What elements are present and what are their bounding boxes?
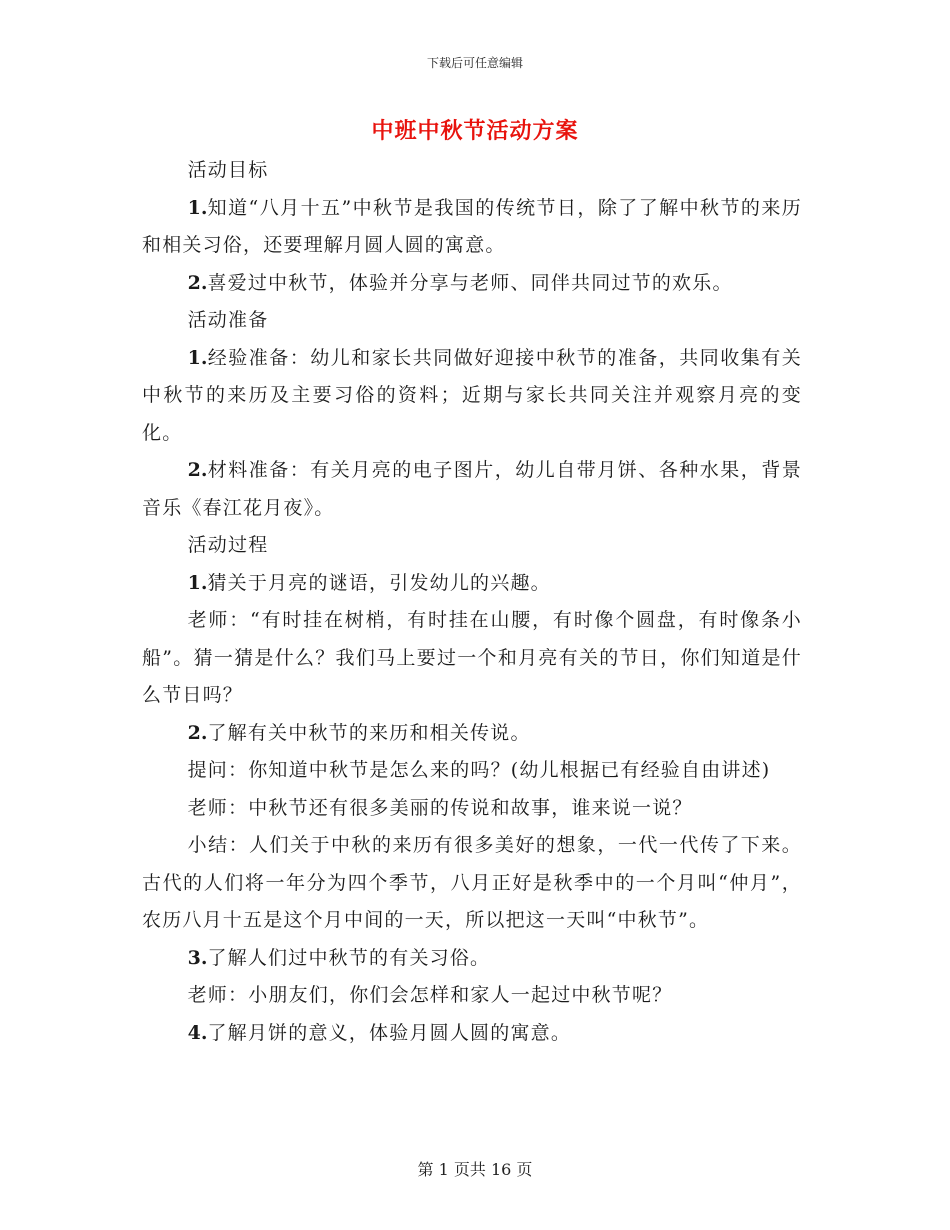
paragraph xyxy=(142,340,802,453)
paragraph-number: 1. xyxy=(187,346,208,369)
paragraph-text: 经验准备：幼儿和家长共同做好迎接中秋节的准备，共同收集有关中秋节的来历及主要习俗的资料；近期与家长共同关注并观察月亮的变化。 xyxy=(142,346,802,444)
document-body xyxy=(142,152,802,1052)
paragraph xyxy=(142,715,802,753)
paragraph-text: 知道“八月十五”中秋节是我国的传统节日，除了了解中秋节的来历和相关习俗，还要理解月圆人圆的寓意。 xyxy=(142,196,802,256)
paragraph xyxy=(142,1015,802,1053)
paragraph xyxy=(142,152,802,190)
paragraph-text: 提问：你知道中秋节是怎么来的吗？(幼儿根据已有经验自由讲述) xyxy=(187,759,771,781)
paragraph-number: 1. xyxy=(187,196,208,219)
paragraph-text: 喜爱过中秋节，体验并分享与老师、同伴共同过节的欢乐。 xyxy=(207,271,733,294)
paragraph xyxy=(142,527,802,565)
document-title: 中班中秋节活动方案 xyxy=(371,118,579,144)
paragraph xyxy=(142,977,802,1015)
page-number: 第 1 页共 16 页 xyxy=(417,1160,533,1179)
paragraph xyxy=(142,302,802,340)
paragraph xyxy=(142,602,802,715)
paragraph-number: 2. xyxy=(187,721,208,744)
paragraph-text: 小结：人们关于中秋的来历有很多美好的想象，一代一代传了下来。古代的人们将一年分为四个季节，八月正好是秋季中的一个月叫“仲月”，农历八月十五是这个月中间的一天，所以把这一天叫“中秋节”。 xyxy=(142,834,802,931)
paragraph-text: 老师：小朋友们，你们会怎样和家人一起过中秋节呢？ xyxy=(187,984,673,1006)
paragraph-text: 了解月饼的意义，体验月圆人圆的寓意。 xyxy=(207,1021,572,1044)
paragraph xyxy=(142,790,802,828)
paragraph xyxy=(142,190,802,265)
paragraph-number: 1. xyxy=(187,571,208,594)
paragraph-number: 3. xyxy=(187,946,208,969)
paragraph xyxy=(142,565,802,603)
paragraph xyxy=(142,827,802,940)
paragraph-number: 4. xyxy=(187,1021,208,1044)
paragraph-text: 材料准备：有关月亮的电子图片，幼儿自带月饼、各种水果，背景音乐《春江花月夜》。 xyxy=(142,459,802,519)
paragraph xyxy=(142,752,802,790)
paragraph-text: 活动准备 xyxy=(187,309,269,331)
paragraph-text: 活动目标 xyxy=(187,159,269,181)
paragraph xyxy=(142,452,802,527)
paragraph-text: 了解人们过中秋节的有关习俗。 xyxy=(207,946,491,969)
paragraph-text: 了解有关中秋节的来历和相关传说。 xyxy=(207,721,531,744)
paragraph-text: 老师：中秋节还有很多美丽的传说和故事，谁来说一说？ xyxy=(187,796,693,819)
paragraph-text: 活动过程 xyxy=(187,534,269,556)
paragraph xyxy=(142,265,802,303)
paragraph-number: 2. xyxy=(187,271,208,294)
paragraph-number: 2. xyxy=(187,459,208,481)
paragraph-text: 猜关于月亮的谜语，引发幼儿的兴趣。 xyxy=(207,571,551,594)
paragraph xyxy=(142,940,802,978)
header-note: 下载后可任意编辑 xyxy=(426,56,523,70)
paragraph-text: 老师：“有时挂在树梢，有时挂在山腰，有时像个圆盘，有时像条小船”。猜一猜是什么？我们马上要过一个和月亮有关的节日，你们知道是什么节日吗？ xyxy=(142,609,802,706)
